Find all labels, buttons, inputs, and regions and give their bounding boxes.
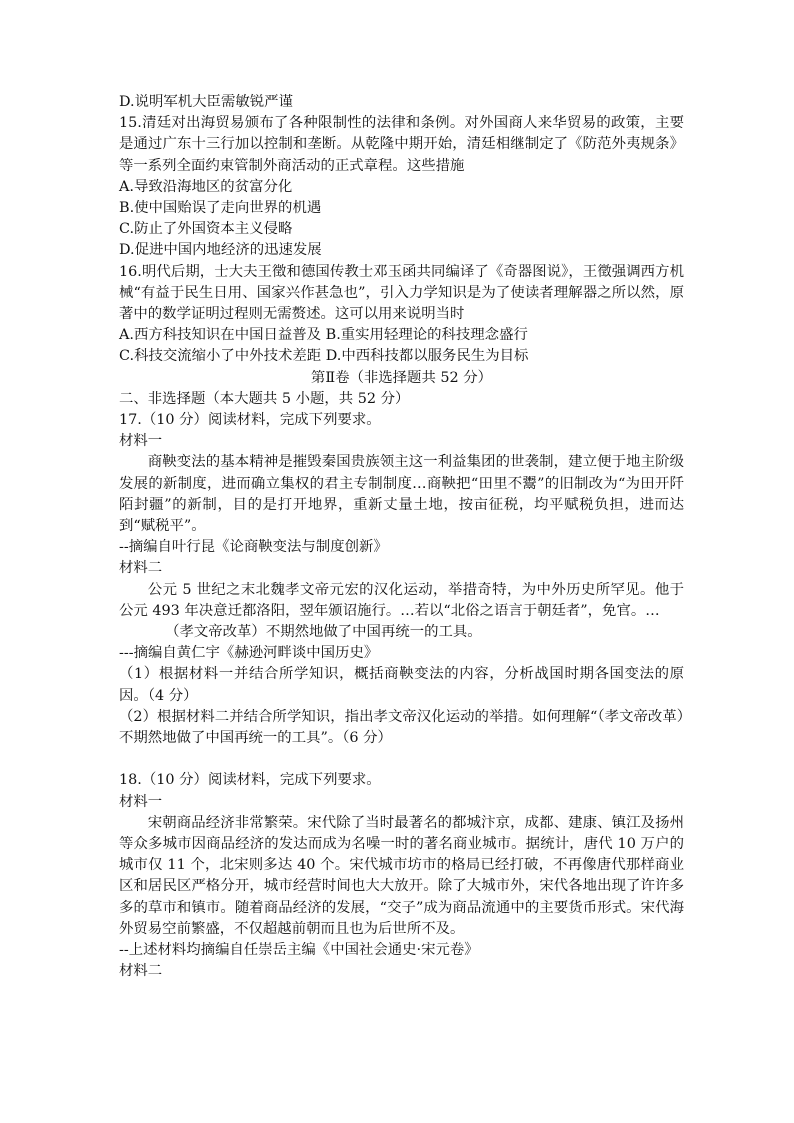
q16-options-row2: C.科技交流缩小了中外技术差距 D.中西科技都以服务民生为目标 (119, 348, 529, 365)
q17-question-1: （1）根据材料一并结合所学知识，概括商鞅变法的内容，分析战国时期各国变法的原因。（4 分） (119, 666, 684, 704)
q17-material2-quote: （孝文帝改革）不期然地做了中国再统一的工具。 (165, 624, 482, 641)
exam-page (119, 92, 684, 982)
q18-material1-source: --上述材料均摘编自任崇岳主编《中国社会通史·宋元卷》 (119, 941, 479, 958)
q16-options-row1: A.西方科技知识在中国日益普及 B.重实用轻理论的科技理念盛行 (119, 327, 528, 344)
q17-material1-text: 商鞅变法的基本精神是摧毁秦国贵族领主这一利益集团的世袭制，建立便于地主阶级发展的新制度，进而确立集权的君主专制制度…商鞅把“田里不鬻”的旧制改为“为田开阡陌封疆”的新制，目的是打开地界，重新丈量土地，按亩征税，均平赋税负担，进而达到“赋税平”。 (119, 454, 684, 535)
q18-heading: 18.（10 分）阅读材料，完成下列要求。 (119, 772, 381, 789)
q14-option-d: D.说明军机大臣需敏锐严谨 (119, 94, 293, 110)
q15-option-d: D.促进中国内地经济的迅速发展 (119, 242, 322, 259)
q17-material2-label: 材料二 (119, 560, 163, 577)
q15-stem: 15.清廷对出海贸易颁布了各种限制性的法律和条例。对外国商人来华贸易的政策，主要是通过广东十三行加以控制和垄断。从乾隆中期开始，清廷相继制定了《防范外夷规条》等一系列全面约束管制外商活动的正式章程。这些措施 (119, 115, 684, 174)
q18-material2-label: 材料二 (119, 963, 163, 980)
q15-option-a: A.导致沿海地区的贫富分化 (119, 178, 293, 195)
q17-heading: 17.（10 分）阅读材料，完成下列要求。 (119, 412, 381, 429)
q17-material1-label: 材料一 (119, 433, 163, 450)
q17-material2-text: 公元 5 世纪之末北魏孝文帝元宏的汉化运动，举措奇特，为中外历史所罕见。他于公元 493 年决意迁都洛阳，翌年颁诏施行。…若以“北俗之语言于朝廷者”，免官。… (119, 581, 684, 619)
spacer (119, 749, 684, 770)
q18-material1-label: 材料一 (119, 793, 163, 810)
q15-option-b: B.使中国贻误了走向世界的机遇 (119, 200, 322, 217)
q17-material1-source: --摘编自叶行昆《论商鞅变法与制度创新》 (119, 539, 388, 556)
part2-section-heading: 二、非选择题（本大题共 5 小题，共 52 分） (119, 390, 410, 407)
part2-title: 第Ⅱ卷（非选择题共 52 分） (310, 369, 493, 386)
q16-stem: 16.明代后期，士大夫王徵和德国传教士邓玉函共同编译了《奇器图说》，王徵强调西方机械“有益于民生日用、国家兴作甚急也”，引入力学知识是为了使读者理解器之所以然，原著中的数学证明过程则无需赘述。这可以用来说明当时 (119, 263, 684, 323)
q17-material2-source: ---摘编自黄仁宇《赫逊河畔谈中国历史》 (119, 645, 379, 662)
q17-question-2: （2）根据材料二并结合所学知识，指出孝文帝汉化运动的举措。如何理解“（孝文帝改革）不期然地做了中国再统一的工具”。（6 分） (119, 708, 684, 747)
q15-option-c: C.防止了外国资本主义侵略 (119, 221, 293, 238)
q18-material1-text: 宋朝商品经济非常繁荣。宋代除了当时最著名的都城汴京，成都、建康、镇江及扬州等众多城市因商品经济的发达而成为名噪一时的著名商业城市。据统计，唐代 10 万户的城市仅 11 个，北宋则多达 40 个。宋代城市坊市的格局已经打破，不再像唐代那样商业区和居民区严格分开，城市经营时间也大大放开。除了大城市外，宋代各地出现了许许多多的草市和镇市。随着商品经济的发展，“交子”成为商品流通中的主要货币形式。宋代海外贸易空前繁盛，不仅超越前朝而且也为后世所不及。 (119, 814, 684, 937)
